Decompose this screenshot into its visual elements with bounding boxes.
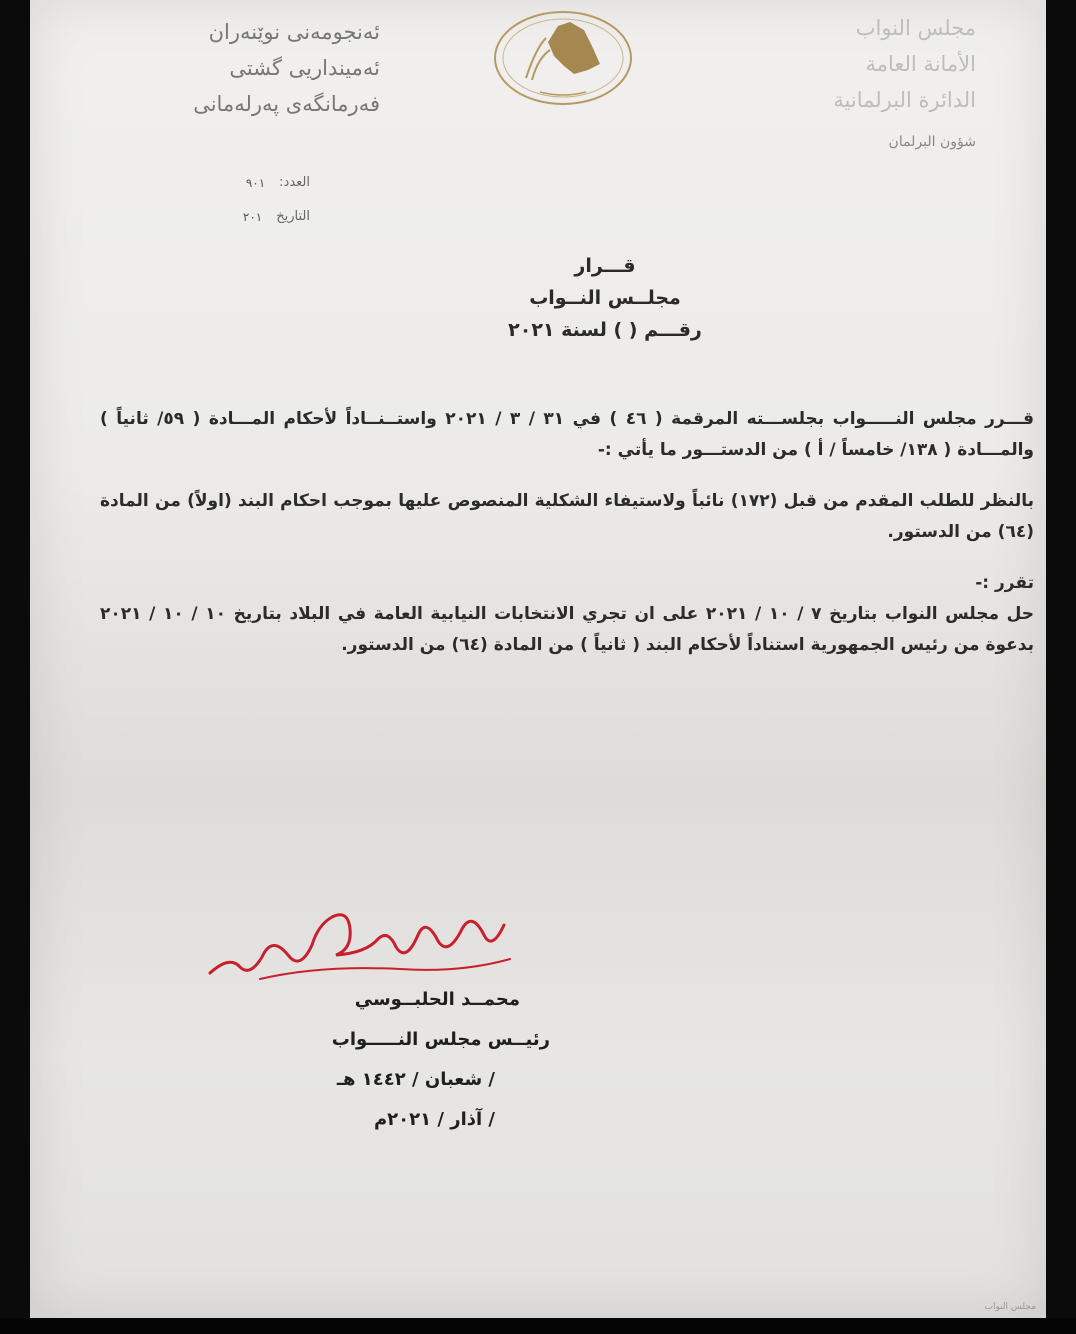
arabic-line-2: الأمانة العامة (865, 52, 976, 76)
signature-block (230, 980, 550, 1140)
kurdish-letterhead (120, 14, 380, 122)
number-label: العدد: (279, 175, 310, 190)
arabic-line-3: الدائرة البرلمانية (833, 88, 976, 112)
title-line-2: مجلــس النــواب (529, 287, 681, 309)
date-label: التاريخ (276, 209, 310, 224)
document-page (30, 0, 1046, 1318)
arabic-letterhead (786, 10, 976, 152)
document-meta (110, 166, 310, 234)
signatory-title: رئيــس مجلس النـــــواب (331, 1029, 550, 1050)
kurdish-line-2: ئەمینداریی گشتی (229, 56, 380, 80)
signatory-name: محمــد الحلبــوسي (354, 989, 520, 1010)
number-value: ٩٠١ (245, 176, 266, 190)
iraq-emblem-icon (488, 8, 638, 108)
date-value: ٢٠١ (242, 210, 263, 224)
photo-bottom-border (0, 1318, 1076, 1334)
handwritten-signature (200, 895, 520, 990)
title-line-3: رقـــم ( ) لسنة ٢٠٢١ (508, 319, 702, 341)
kurdish-line-1: ئەنجومەنی نوێنەران (208, 20, 380, 44)
decision-label: تقرر :- (975, 573, 1034, 593)
decision-body (100, 404, 1034, 661)
arabic-ref: شؤون البرلمان (888, 134, 976, 150)
body-paragraph-2: بالنظر للطلب المقدم من قبل (١٧٢) نائباً ولاستيفاء الشكلية المنصوص عليها بموجب احكام البند (اولاً) من المادة (٦٤) من الدستور. (100, 491, 1034, 542)
decision-text: حل مجلس النواب بتاريخ ٧ / ١٠ / ٢٠٢١ على ان تجري الانتخابات النيابية العامة في البلاد بتاريخ ١٠ / ١٠ / ٢٠٢١ بدعوة من رئيس الجمهورية استناداً لأحكام البند ( ثانياً ) من المادة (٦٤) من الدستور. (100, 604, 1035, 655)
title-line-1: قـــرار (574, 255, 636, 277)
hijri-date: / شعبان / ١٤٤٢ هـ (336, 1069, 495, 1090)
arabic-line-1: مجلس النواب (855, 16, 976, 40)
kurdish-line-3: فەرمانگەی پەرلەمانی (193, 92, 380, 116)
body-paragraph-1: قـــرر مجلس النـــــواب بجلســـته المرقمة ( ٤٦ ) في ٣١ / ٣ / ٢٠٢١ واستــنــاداً لأحكام المـــادة ( ٥٩/ ثانياً ) والمـــادة ( ١٣٨/ خامساً / أ ) من الدستـــور ما يأتي :- (100, 409, 1035, 460)
footer-note: مجلس النواب (984, 1302, 1036, 1312)
decision-title (450, 250, 760, 346)
gregorian-date: / آذار / ٢٠٢١م (373, 1109, 495, 1130)
